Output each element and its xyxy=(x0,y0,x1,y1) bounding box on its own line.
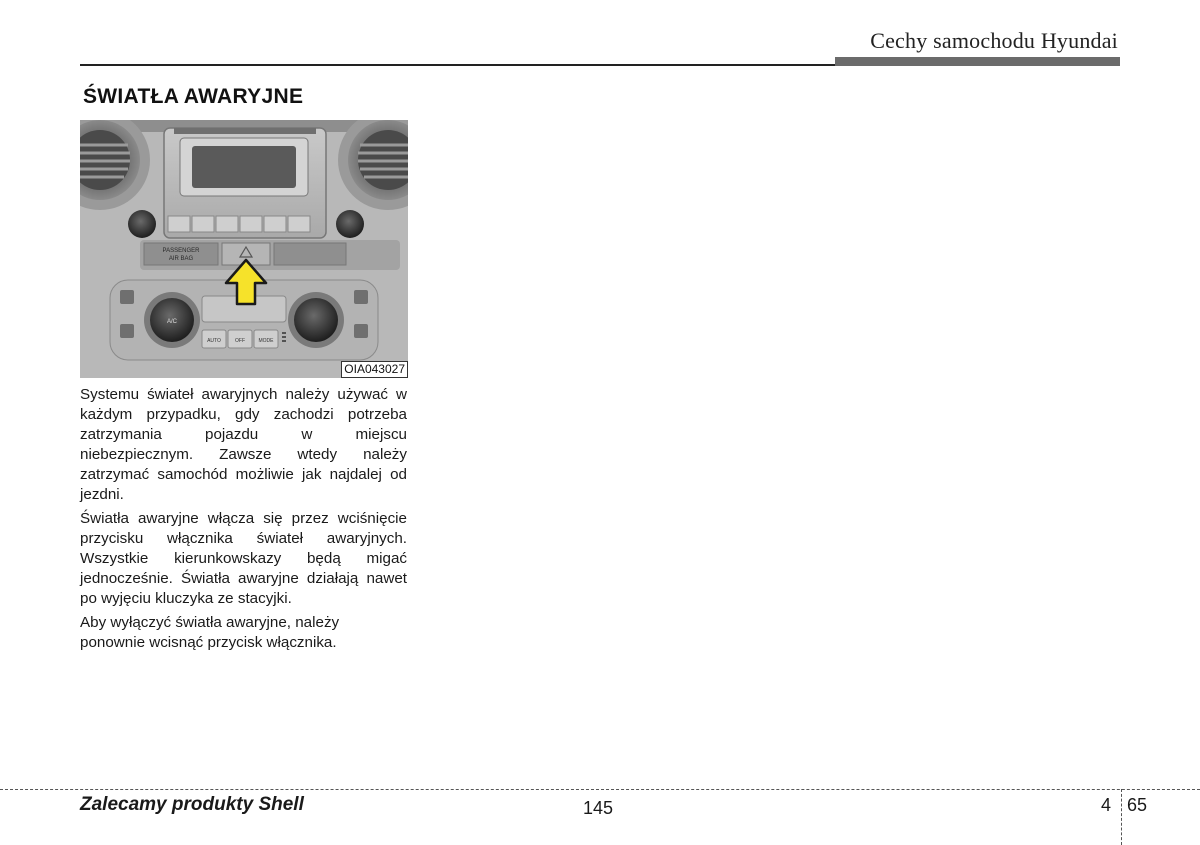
climate-button-auto: AUTO xyxy=(207,338,221,344)
header-accent-bar xyxy=(835,57,1120,66)
body-text xyxy=(80,385,407,657)
airbag-label-1: PASSENGER xyxy=(162,248,200,254)
figure-code: OIA043027 xyxy=(341,361,408,378)
dashboard-illustration xyxy=(80,120,408,378)
chapter-page-number: 65 xyxy=(1127,795,1148,815)
airbag-label-2: AIR BAG xyxy=(168,256,194,262)
climate-button-off: OFF xyxy=(235,338,245,344)
hazard-switch-figure xyxy=(80,120,408,378)
fan-knob xyxy=(294,298,338,342)
footer-rule xyxy=(0,789,1200,790)
paragraph-3: Aby wyłączyć światła awaryjne, należy ponownie wcisnąć przycisk włącznika. xyxy=(80,614,340,651)
tune-knob xyxy=(336,210,364,238)
section-heading: ŚWIATŁA AWARYJNE xyxy=(83,85,304,108)
climate-button-mode: MODE xyxy=(258,338,274,344)
running-header-title: Cechy samochodu Hyundai xyxy=(870,28,1118,53)
audio-unit xyxy=(164,128,326,238)
volume-knob xyxy=(128,210,156,238)
paragraph-2: Światła awaryjne włącza się przez wciśnięcie przycisku włącznika świateł awaryjnych. Wszystkie kierunkowskazy będą migać jednocześnie. Światła awaryjne działają nawet po wyjęciu kluczyka ze stacyjki. xyxy=(80,510,407,607)
footer-divider xyxy=(1121,789,1122,845)
chapter-number: 4 xyxy=(1101,795,1112,815)
header-rule xyxy=(80,64,840,66)
footer-tagline: Zalecamy produkty Shell xyxy=(80,794,304,815)
paragraph-1: Systemu świateł awaryjnych należy używać w każdym przypadku, gdy zachodzi potrzeba zatrzymania pojazdu w miejscu niebezpiecznym. Zawsze wtedy należy zatrzymać samochód możliwie jak najdalej od jezdni. xyxy=(80,386,407,503)
page-number: 145 xyxy=(583,798,614,818)
switch-strip xyxy=(140,240,400,270)
ac-knob-label: A/C xyxy=(166,319,178,325)
